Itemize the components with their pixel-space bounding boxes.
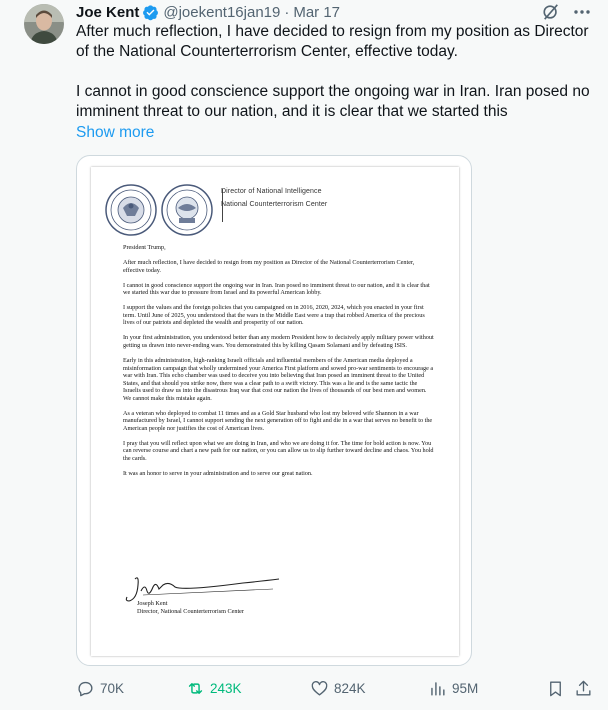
tweet (6, 0, 608, 710)
nctc-seal-icon (161, 184, 213, 236)
view-count: 95M (452, 681, 479, 696)
bookmark-button[interactable] (546, 679, 570, 698)
share-icon (574, 679, 593, 698)
author-name[interactable]: Joe Kent (76, 3, 140, 21)
signer-title: Director, National Counterterrorism Center (137, 608, 244, 615)
letterhead-line: National Counterterrorism Center (221, 201, 328, 208)
resignation-letter-image (91, 167, 459, 656)
repost-icon (186, 679, 205, 698)
repost-count: 243K (210, 681, 242, 696)
signer-name: Joseph Kent (137, 600, 168, 607)
post-text (76, 22, 596, 122)
letterhead-line: Director of National Intelligence (221, 188, 322, 195)
letter-body (123, 244, 435, 485)
separator-dot: · (284, 3, 290, 21)
bookmark-icon (546, 679, 565, 698)
post-header (76, 2, 340, 22)
letter-paragraph: As a veteran who deployed to combat 11 times and as a Gold Star husband who lost my beloved wife Shannon in a war manufactured by Israel, I cannot support sending the next generation off to fight and die in a war that serves no benefit to the American people nor justifies the cost of American lives. (123, 409, 433, 432)
share-button[interactable] (574, 679, 598, 698)
reply-count: 70K (100, 681, 125, 696)
letter-paragraph: After much reflection, I have decided to resign from my position as Director of the National Counterterrorism Center, effective today. (123, 259, 415, 274)
grok-icon[interactable] (542, 3, 560, 21)
dni-seal-icon (105, 184, 157, 236)
more-options-icon[interactable] (572, 3, 592, 21)
heart-icon (310, 679, 329, 698)
reply-icon (76, 679, 95, 698)
avatar[interactable] (24, 4, 64, 44)
post-date[interactable]: Mar 17 (293, 3, 341, 21)
show-more-link[interactable]: Show more (76, 124, 155, 141)
letter-salutation: President Trump, (123, 244, 166, 251)
author-handle[interactable]: @joekent16jan19 (163, 3, 281, 21)
views-button[interactable] (428, 679, 478, 698)
letter-paragraph: In your first administration, you understood better than any modern President how to decisively apply military power without getting us drawn into never-ending wars. You demonstrated this by killing Qasam Solamani and by defeating ISIS. (123, 334, 434, 349)
reply-button[interactable] (76, 679, 124, 698)
post-paragraph: I cannot in good conscience support the ongoing war in Iran. Iran posed no imminent threat to our nation, and it is clear that we started this (76, 83, 590, 120)
letter-paragraph: Early in this administration, high-ranking Israeli officials and influential members of the American media deployed a misinformation campaign that wholly undermined your America First platform and sowed pro-war sentiments to encourage a war with Iran. This echo chamber was used to deceive you into believing that Iran posed an imminent threat to the United States, and that should you strike now, there was a clear path to a swift victory. This was a lie and is the same tactic the Israelis used to draw us into the disastrous Iraq war that cost our nation the lives of thousands of our best men and women. We cannot make this mistake again. (123, 356, 434, 402)
post-paragraph: After much reflection, I have decided to resign from my position as Director of the National Counterterrorism Center, effective today. (76, 23, 589, 60)
repost-button[interactable] (186, 679, 242, 698)
views-icon (428, 679, 447, 698)
letter-paragraph: I pray that you will reflect upon what we are doing in Iran, and who we are doing it for. The time for bold action is now. You can reverse course and chart a new path for our nation, or you can allow us to slip further toward decline and chaos. You hold the cards. (123, 439, 434, 462)
like-count: 824K (334, 681, 366, 696)
verified-badge-icon (142, 4, 159, 21)
avatar-photo (24, 4, 64, 44)
letter-paragraph: It was an honor to serve in your administration and to serve our great nation. (123, 470, 313, 478)
action-bar (6, 676, 608, 702)
media-attachment[interactable] (76, 155, 472, 666)
letter-paragraph: I cannot in good conscience support the ongoing war in Iran. Iran posed no imminent threat to our nation, and it is clear that we started this war due to pressure from Israel and its powerful American lobby. (123, 281, 430, 297)
like-button[interactable] (310, 679, 366, 698)
letter-paragraph: I support the values and the foreign policies that you campaigned on in 2016, 2020, 2024, which you enacted in your first term. Until June of 2025, you understood that the wars in the Middle East were a trap that robbed America of the precious lives of our patriots and depleted the wealth and prosperity of our nation. (123, 304, 425, 327)
